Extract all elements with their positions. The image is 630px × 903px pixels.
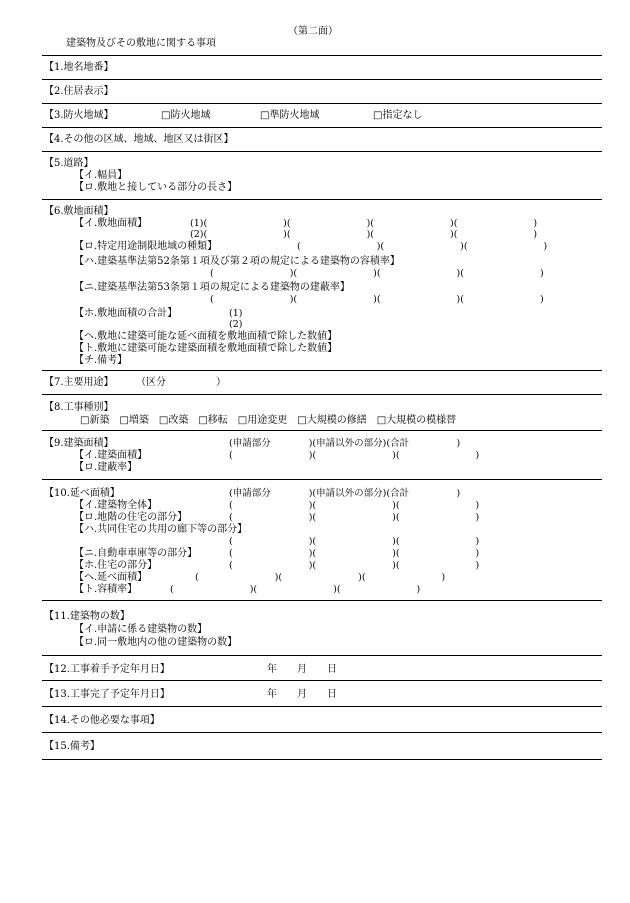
divider [42, 759, 602, 760]
site-area-row-2: (2)( )( )( )( ) [190, 229, 538, 240]
section-9-title: 【9.建築面積】 [44, 438, 114, 449]
fire-zone-option[interactable]: □防火地域 [161, 110, 211, 121]
garage-label: 【ニ.自動車車庫等の部分】 [74, 548, 198, 559]
section-14-title: 【14.その他必要な事項】 [44, 715, 160, 726]
divider [42, 732, 602, 733]
divider [42, 199, 602, 200]
buildable-coverage-ratio-label: 【ト.敷地に建築可能な建築面積を敷地面積で除した数値】 [74, 343, 338, 354]
site-area-row-1: (1)( )( )( )( ) [190, 218, 538, 229]
divider [42, 79, 602, 80]
common-corridor-row: ( )( )( ) [229, 536, 480, 547]
divider [42, 430, 602, 431]
section-10-title: 【10.延べ面積】 [44, 488, 120, 499]
section-3-title: 【3.防火地域】 [44, 110, 114, 121]
whole-building-label: 【イ.建築物全体】 [74, 500, 158, 511]
section-8-title: 【8.工事種別】 [44, 402, 114, 413]
garage-row: ( )( )( ) [229, 548, 480, 559]
section-13-title: 【13.工事完了予定年月日】 [44, 689, 170, 700]
divider [42, 706, 602, 707]
total-floor-area-header: (申請部分 )(申請以外の部分)(合計 ) [229, 488, 461, 499]
floor-area-ratio-result-label: 【ト.容積率】 [74, 584, 138, 595]
total-floor-area-row: ( )( )( ) [195, 572, 446, 583]
building-area-header: (申請部分 )(申請以外の部分)(合計 ) [229, 438, 461, 449]
section-2-title: 【2.住居表示】 [44, 86, 114, 97]
housing-part-row: ( )( )( ) [229, 560, 480, 571]
coverage-ratio-label: 【ニ.建築基準法第53条第１項の規定による建築物の建蔽率】 [74, 282, 350, 293]
site-area-label: 【イ.敷地面積】 [74, 218, 148, 229]
divider [42, 479, 602, 480]
site-area-total-label: 【ホ.敷地面積の合計】 [74, 308, 178, 319]
floor-area-ratio-result-row: ( )( )( ) [170, 584, 421, 595]
special-use-zone-label: 【ロ.特定用途制限地域の種類】 [74, 241, 218, 252]
divider [42, 680, 602, 681]
applied-buildings-count-label: 【イ.申請に係る建築物の数】 [74, 624, 208, 635]
floor-area-ratio-row: ( )( )( )( ) [210, 268, 544, 279]
section-15-title: 【15.備考】 [44, 741, 100, 752]
completion-date-field[interactable]: 年 月 日 [267, 689, 337, 700]
total-floor-area-label: 【ヘ.延べ面積】 [74, 572, 148, 583]
section-4-title: 【4.その他の区域、地域、地区又は街区】 [44, 134, 234, 145]
section-12-title: 【12.工事着手予定年月日】 [44, 664, 170, 675]
divider [42, 55, 602, 56]
form-title: 建築物及びその敷地に関する事項 [66, 38, 216, 49]
buildable-floor-ratio-label: 【ヘ.敷地に建築可能な延べ面積を敷地面積で除した数値】 [74, 331, 338, 342]
construction-type-options[interactable]: □新築 □増築 □改築 □移転 □用途変更 □大規模の修繕 □大規模の模様替 [80, 415, 457, 426]
site-area-total-1: (1) [229, 308, 243, 319]
section-6-title: 【6.敷地面積】 [44, 206, 114, 217]
section-11-title: 【11.建築物の数】 [44, 611, 130, 622]
no-designation-option[interactable]: □指定なし [373, 110, 423, 121]
road-width-label: 【イ.幅員】 [74, 170, 128, 181]
section-1-title: 【1.地名地番】 [44, 62, 114, 73]
coverage-ratio-row: ( )( )( )( ) [210, 294, 544, 305]
divider [42, 127, 602, 128]
main-use-category: （区分 ） [136, 377, 226, 388]
common-corridor-label: 【ハ.共同住宅の共用の廊下等の部分】 [74, 524, 248, 535]
semi-fire-zone-option[interactable]: □準防火地域 [260, 110, 320, 121]
building-area-row: ( )( )( ) [229, 450, 480, 461]
whole-building-row: ( )( )( ) [229, 500, 480, 511]
divider [42, 370, 602, 371]
building-area-label: 【イ.建築面積】 [74, 450, 148, 461]
site-remarks-label: 【チ.備考】 [74, 355, 128, 366]
section-5-title: 【5.道路】 [44, 158, 94, 169]
basement-housing-row: ( )( )( ) [229, 512, 480, 523]
divider [42, 394, 602, 395]
divider [42, 103, 602, 104]
section-7-title: 【7.主要用途】 [44, 377, 114, 388]
site-area-total-2: (2) [229, 319, 243, 330]
other-buildings-count-label: 【ロ.同一敷地内の他の建築物の数】 [74, 637, 238, 648]
floor-area-ratio-label: 【ハ.建築基準法第52条第１項及び第２項の規定による建築物の容積率】 [74, 256, 400, 267]
road-frontage-label: 【ロ.敷地と接している部分の長さ】 [74, 182, 238, 193]
start-date-field[interactable]: 年 月 日 [267, 664, 337, 675]
divider [42, 655, 602, 656]
page-label: （第二面） [288, 26, 338, 37]
special-use-zone-row: ( )( )( ) [297, 241, 548, 252]
housing-part-label: 【ホ.住宅の部分】 [74, 560, 158, 571]
basement-housing-label: 【ロ.地階の住宅の部分】 [74, 512, 188, 523]
building-coverage-label: 【ロ.建蔽率】 [74, 462, 138, 473]
divider [42, 600, 602, 601]
divider [42, 151, 602, 152]
